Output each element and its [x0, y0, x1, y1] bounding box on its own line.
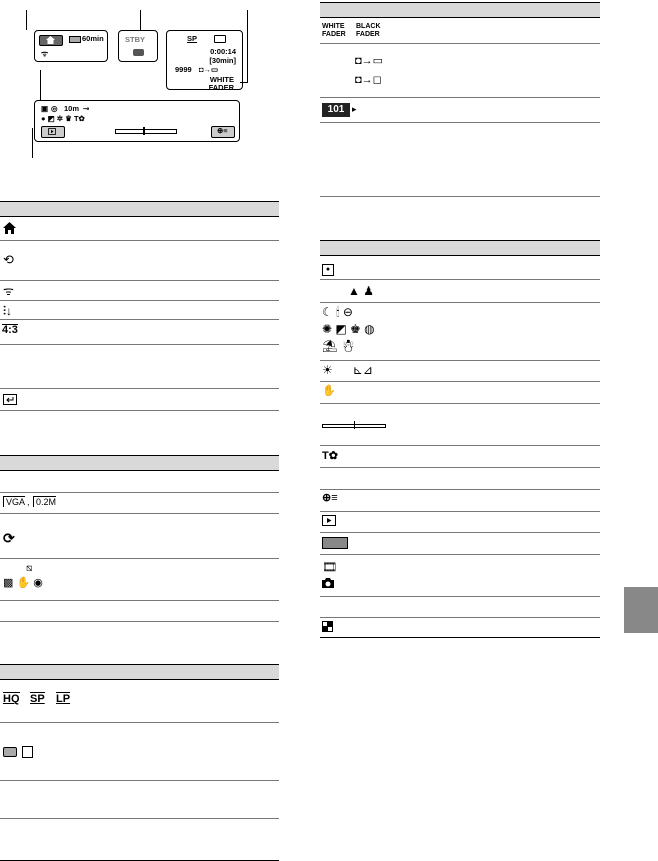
remaining-time: [30min]: [209, 56, 236, 65]
fader-line-1: WHITE: [209, 75, 234, 84]
section-tab: [624, 587, 658, 633]
steady-shot-off-icon: ✋: [322, 385, 336, 397]
self-timer-icon: ⟲: [3, 252, 14, 267]
camera-to-memory-icon: ◘→▭: [355, 55, 384, 67]
fader-line-2: FADER: [208, 83, 234, 92]
memory-card-icon: ⧅: [26, 563, 33, 574]
camera-icon: [322, 578, 334, 588]
battery-time: 60min: [82, 34, 104, 43]
home-icon: [3, 222, 16, 234]
scene-mode-icons-1: ☾ 🕯 ⊖: [322, 305, 353, 319]
table-header: [320, 240, 600, 256]
wifi-icon: ᯤ: [41, 49, 49, 58]
lcd-panel-standby: [118, 30, 158, 62]
internal-memory-icon: [3, 747, 17, 757]
table-header: [320, 2, 600, 18]
lcd-panel-status: [166, 30, 243, 90]
repeat-icon: ⟳: [3, 530, 15, 546]
black-fader-1: BLACK: [356, 23, 381, 30]
white-fader-2: FADER: [322, 31, 346, 38]
timer-icon: ◎: [51, 104, 58, 113]
wifi-icon: ᯤ: [3, 284, 14, 298]
memory-card-icon: [22, 746, 33, 758]
aspect-ratio: 4:3: [2, 324, 18, 336]
camera-to-card-icon: ◘→◻: [355, 74, 382, 86]
memory-icon: [214, 35, 226, 43]
battery-icon: [69, 36, 81, 43]
standby-label: STBY: [125, 35, 146, 44]
scene-mode-icons-3: ⛱ ☃: [322, 339, 356, 353]
white-balance-icons: ☀ ⊾⊿: [322, 363, 373, 377]
options-icon: ⊕≡: [322, 492, 338, 504]
table-header: [0, 664, 279, 680]
lcd-panel-bottom: [34, 100, 240, 142]
separator: ,: [27, 497, 30, 507]
counter: 0:00:14: [210, 47, 236, 56]
black-fader-2: FADER: [356, 31, 380, 38]
image-size-small: 0.2M: [33, 496, 56, 507]
zoom-bar[interactable]: [115, 129, 177, 134]
white-fader-1: WHITE: [322, 23, 345, 30]
slideshow-icon: [322, 537, 348, 549]
scene-time: 10m: [64, 104, 80, 113]
face-detection-icon: ●: [322, 264, 334, 276]
lens-icon: [133, 49, 144, 56]
screen-diagram: [0, 0, 290, 160]
quality-hq: HQ: [3, 693, 20, 705]
quality-sp: SP: [30, 693, 45, 705]
camera-icon: ◘→▭: [199, 65, 219, 74]
options-icon: ⊕≡: [217, 126, 228, 135]
zoom-handle: [143, 127, 145, 135]
movie-icon: 🎞: [322, 560, 338, 574]
mic-level-icon: ⫶↓: [3, 304, 13, 318]
zoom-bar-handle: [354, 421, 355, 429]
play-icon: [48, 128, 56, 135]
photo-count: 9999: [175, 65, 192, 74]
scene-landscape-portrait-icons: ▲ ♟: [348, 284, 374, 298]
return-icon: [3, 394, 17, 405]
next-arrow-icon: ▸: [352, 104, 357, 114]
key-icon: ⊸: [83, 104, 90, 113]
folder-icon: 101: [322, 103, 350, 117]
play-icon: [322, 515, 336, 526]
image-size-vga: VGA: [3, 496, 25, 507]
tele-macro-icon: T✿: [322, 450, 338, 462]
table-header: [0, 455, 279, 471]
scene-icons: ● ◩ ✲ ♛ T✿: [41, 114, 85, 123]
quality-indicator: SP: [187, 34, 198, 43]
scene-mode-icons-2: ✺ ◩ ♚ ◍: [322, 322, 375, 336]
table-header: [0, 201, 279, 217]
home-icon: [46, 36, 55, 44]
quality-lp: LP: [56, 693, 71, 705]
steady-shot-icons: ▩ ✋ ◉: [3, 577, 43, 589]
index-icon: [322, 621, 333, 632]
lcd-panel-home: [34, 30, 108, 62]
face-icon: ▣: [41, 104, 49, 113]
